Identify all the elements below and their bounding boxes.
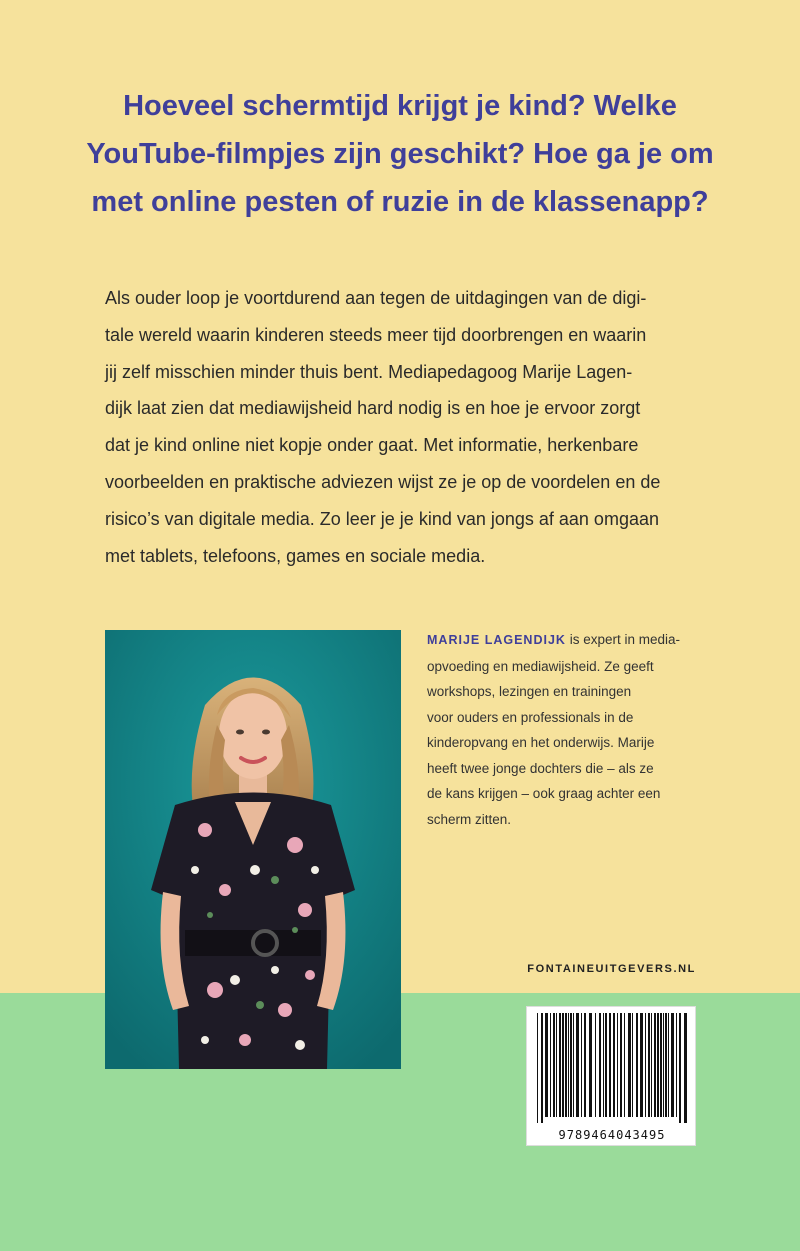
barcode-bar — [565, 1013, 567, 1117]
author-photo — [105, 630, 401, 1069]
barcode-bar — [684, 1013, 687, 1123]
barcode-bar — [599, 1013, 601, 1117]
barcode-bar — [589, 1013, 592, 1117]
barcode-bar — [550, 1013, 551, 1117]
barcode-bar — [613, 1013, 615, 1117]
barcode-bar — [676, 1013, 677, 1117]
barcode-bar — [660, 1013, 662, 1117]
barcode-bar — [595, 1013, 596, 1117]
bio-line: voor ouders en professionals in de — [427, 709, 634, 725]
intro-line: tale wereld waarin kinderen steeds meer tijd doorbrengen en waarin — [105, 324, 647, 345]
barcode-bar — [553, 1013, 555, 1117]
isbn-number: 9789464043495 — [558, 1128, 666, 1142]
barcode-bar — [609, 1013, 611, 1117]
headline-line: YouTube-filmpjes zijn geschikt? Hoe ga je om — [86, 138, 714, 170]
barcode-bar — [663, 1013, 664, 1117]
bio-line: scherm zitten. — [427, 811, 512, 827]
isbn-barcode — [526, 1006, 696, 1146]
barcode-bar — [581, 1013, 582, 1117]
intro-line: met tablets, telefoons, games en sociale media. — [105, 545, 486, 566]
barcode-bar — [624, 1013, 625, 1117]
barcode-bar — [654, 1013, 656, 1117]
barcode-bar — [541, 1013, 543, 1123]
bio-line: workshops, lezingen en trainingen — [427, 684, 632, 699]
barcode-bar — [668, 1013, 669, 1117]
author-name: MARIJE LAGENDIJK — [427, 633, 566, 647]
barcode-bar — [628, 1013, 631, 1117]
headline — [60, 82, 740, 226]
barcode-bar — [584, 1013, 586, 1117]
barcode-bar — [620, 1013, 622, 1117]
bio-line: de kans krijgen – ook graag achter een — [427, 786, 661, 801]
barcode-bar — [651, 1013, 652, 1117]
barcode-bar — [645, 1013, 646, 1117]
intro-line: dijk laat zien dat mediawijsheid hard nodig is en hoe je ervoor zorgt — [105, 398, 641, 419]
barcode-bar — [570, 1013, 572, 1117]
barcode-bar — [573, 1013, 574, 1117]
barcode-bar — [556, 1013, 557, 1117]
barcode-bar — [679, 1013, 681, 1123]
barcode-bar — [617, 1013, 618, 1117]
barcode-bar — [545, 1013, 548, 1117]
barcode-bar — [671, 1013, 674, 1117]
barcode-bars — [533, 1013, 691, 1125]
barcode-bar — [603, 1013, 604, 1117]
barcode-bar — [640, 1013, 643, 1117]
barcode-bar — [657, 1013, 659, 1117]
barcode-bar — [562, 1013, 564, 1117]
intro-paragraph — [105, 280, 705, 574]
bio-line: opvoeding en mediawijsheid. Ze geeft — [427, 658, 654, 674]
bio-line: kinderopvang en het onderwijs. Marije — [427, 735, 655, 750]
barcode-bar — [576, 1013, 579, 1117]
intro-line: risico’s van digitale media. Zo leer je je kind van jongs af aan omgaan — [105, 508, 659, 529]
author-bio — [427, 627, 712, 832]
barcode-bar — [537, 1013, 538, 1123]
headline-line: met online pesten of ruzie in de klassenapp? — [91, 186, 709, 218]
publisher-website: FONTAINEUITGEVERS.NL — [527, 963, 696, 975]
intro-line: voorbeelden en praktische adviezen wijst ze je op de voordelen en de — [105, 471, 661, 492]
intro-line: dat je kind online niet kopje onder gaat. Met informatie, herkenbare — [105, 435, 639, 456]
intro-line: Als ouder loop je voortdurend aan tegen de uitdagingen van de digi- — [105, 288, 647, 308]
barcode-bar — [636, 1013, 638, 1117]
headline-line: Hoeveel schermtijd krijgt je kind? Welke — [123, 90, 677, 122]
barcode-bar — [605, 1013, 607, 1117]
bio-line — [427, 627, 712, 654]
barcode-bar — [559, 1013, 561, 1117]
intro-line: jij zelf misschien minder thuis bent. Mediapedagoog Marije Lagen- — [105, 361, 633, 382]
barcode-bar — [568, 1013, 569, 1117]
bio-line: heeft twee jonge dochters die – als ze — [427, 760, 654, 776]
barcode-bar — [632, 1013, 633, 1117]
barcode-bar — [665, 1013, 667, 1117]
barcode-bar — [648, 1013, 650, 1117]
bio-text: is expert in media- — [565, 632, 680, 647]
